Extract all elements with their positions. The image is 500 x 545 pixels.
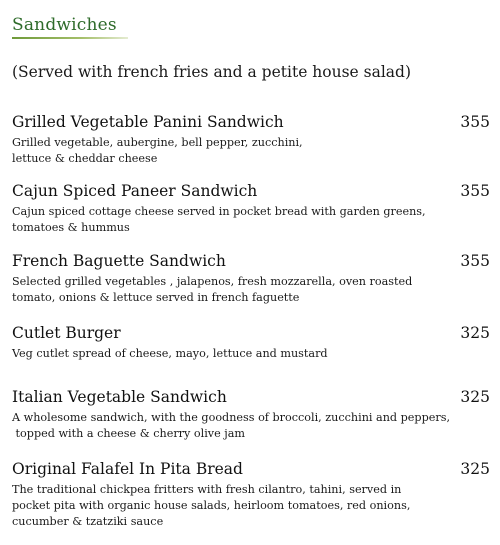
- item-description-line: tomato, onions & lettuce served in french faguette: [12, 291, 300, 304]
- item-name: French Baguette Sandwich: [12, 252, 226, 270]
- section-subtitle: (Served with french fries and a petite house salad): [12, 63, 412, 81]
- item-name: Cutlet Burger: [12, 324, 121, 342]
- section-title-underline: [12, 37, 128, 39]
- menu-item-grilled-vegetable-panini: [12, 111, 490, 167]
- item-price: 325: [460, 324, 490, 342]
- item-description-line: cucumber & tzatziki sauce: [12, 515, 164, 528]
- menu-item-original-falafel: [12, 458, 490, 530]
- item-price: 325: [460, 460, 490, 478]
- menu-item-cutlet-burger: [12, 322, 490, 362]
- item-name: Grilled Vegetable Panini Sandwich: [12, 113, 284, 131]
- menu-item-cajun-spiced-paneer: [12, 180, 490, 236]
- item-name: Italian Vegetable Sandwich: [12, 388, 227, 406]
- menu-item-italian-vegetable: [12, 386, 490, 442]
- item-price: 355: [460, 182, 490, 200]
- item-name: Cajun Spiced Paneer Sandwich: [12, 182, 258, 200]
- section-title: Sandwiches: [12, 15, 117, 35]
- item-description-line: The traditional chickpea fritters with fresh cilantro, tahini, served in: [12, 483, 402, 496]
- item-price: 325: [460, 388, 490, 406]
- item-name: Original Falafel In Pita Bread: [12, 460, 243, 478]
- item-description-line: Selected grilled vegetables , jalapenos, fresh mozzarella, oven roasted: [12, 275, 413, 288]
- item-description-line: A wholesome sandwich, with the goodness of broccoli, zucchini and peppers,: [12, 411, 451, 424]
- item-description-line: Grilled vegetable, aubergine, bell pepper, zucchini,: [12, 136, 303, 149]
- item-description-line: topped with a cheese & cherry olive jam: [12, 427, 246, 440]
- item-description-line: tomatoes & hummus: [12, 221, 130, 234]
- item-description-line: Cajun spiced cottage cheese served in pocket bread with garden greens,: [12, 205, 426, 218]
- item-description-line: lettuce & cheddar cheese: [12, 152, 158, 165]
- item-price: 355: [460, 113, 490, 131]
- section-header: [12, 14, 128, 39]
- item-description-line: Veg cutlet spread of cheese, mayo, lettuce and mustard: [12, 347, 328, 360]
- item-description-line: pocket pita with organic house salads, heirloom tomatoes, red onions,: [12, 499, 411, 512]
- menu-item-french-baguette: [12, 250, 490, 306]
- item-price: 355: [460, 252, 490, 270]
